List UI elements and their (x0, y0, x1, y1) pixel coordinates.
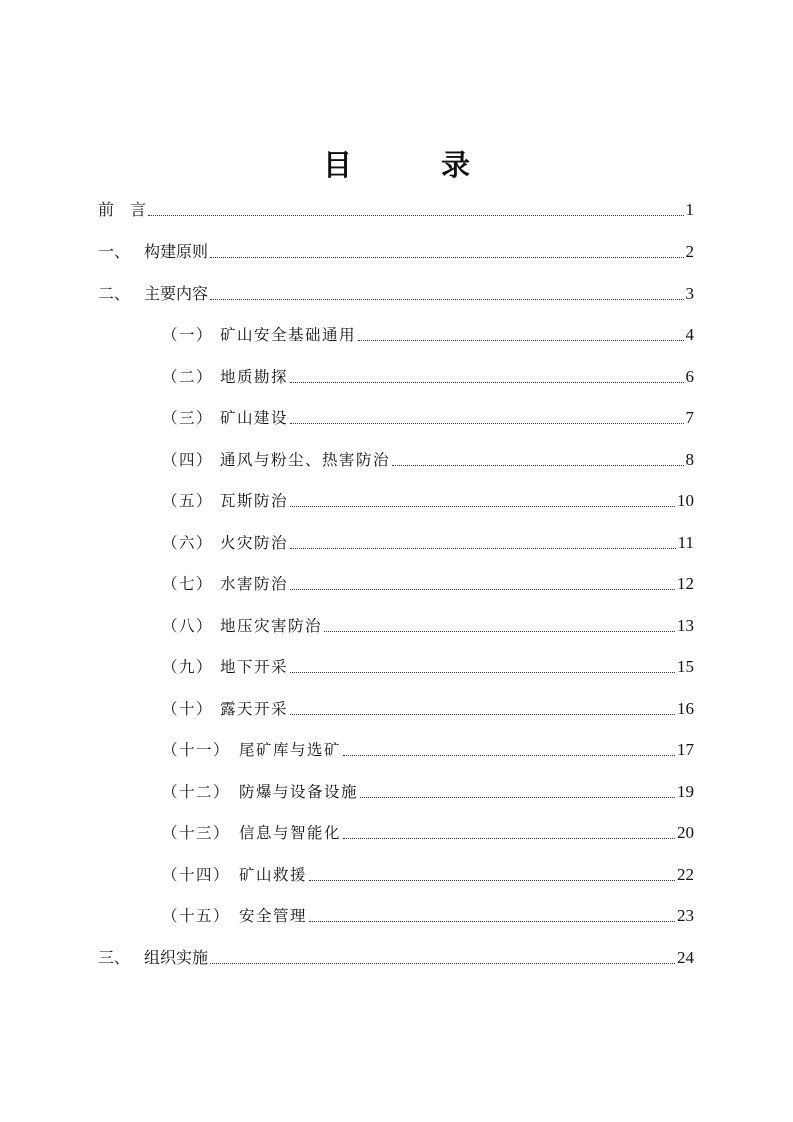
toc-page-number: 6 (685, 367, 694, 386)
toc-leader (358, 340, 683, 341)
toc-page-number: 1 (685, 200, 694, 219)
toc-entry[interactable] (162, 528, 694, 554)
toc-leader (210, 963, 675, 964)
toc-entry-label: 通风与粉尘、热害防治 (220, 451, 391, 469)
toc-page-number: 16 (677, 699, 694, 718)
toc-page-number: 24 (677, 948, 694, 967)
toc-entry[interactable] (162, 445, 694, 471)
toc-page-number: 11 (677, 533, 694, 552)
page-title: 目 录 (322, 148, 500, 182)
toc-entry[interactable] (162, 694, 694, 720)
toc-leader (290, 589, 675, 590)
toc-page-number: 4 (685, 325, 694, 344)
toc-leader (309, 921, 675, 922)
toc-entry-label: 主要内容 (144, 284, 209, 303)
toc-entry-label: 构建原则 (144, 242, 209, 261)
toc-entry-label: 瓦斯防治 (220, 492, 289, 510)
toc-leader (290, 382, 683, 383)
toc-leader (290, 423, 683, 424)
toc-entry-label: 矿山建设 (220, 409, 289, 427)
toc-entry[interactable] (162, 735, 694, 761)
toc-page-number: 23 (677, 906, 694, 925)
toc-page-number: 17 (677, 740, 694, 759)
toc-page-number: 13 (677, 616, 694, 635)
toc-entry-label: 矿山安全基础通用 (220, 326, 357, 344)
toc-entry-number: （五） (162, 492, 214, 510)
toc-entry-number: （十） (162, 700, 214, 718)
toc-entry-number: 前 言 (98, 200, 147, 219)
toc-entry-number: （十五） (162, 907, 231, 925)
toc-entry-label: 组织实施 (144, 948, 209, 967)
toc-entry-label: 防爆与设备设施 (239, 783, 359, 801)
toc-entry-number: （九） (162, 658, 214, 676)
toc-entry[interactable] (162, 860, 694, 886)
toc-entry-number: （十二） (162, 783, 231, 801)
toc-entry-number: （十四） (162, 866, 231, 884)
toc-entry-number: （十一） (162, 741, 231, 759)
toc-entry-number: （四） (162, 451, 214, 469)
toc-entry[interactable] (162, 320, 694, 346)
toc-entry-label: 尾矿库与选矿 (239, 741, 342, 759)
toc-entry-number: （十三） (162, 824, 231, 842)
toc-page-number: 15 (677, 657, 694, 676)
toc-page-number: 7 (685, 408, 694, 427)
toc-entry-number: （八） (162, 617, 214, 635)
toc-entry[interactable] (162, 569, 694, 595)
toc-leader (290, 548, 676, 549)
toc-leader (360, 797, 675, 798)
toc-leader (290, 672, 675, 673)
toc-entry[interactable] (162, 486, 694, 512)
toc-leader (392, 465, 683, 466)
toc-entry-number: （一） (162, 326, 214, 344)
toc-entry[interactable] (162, 611, 694, 637)
toc-page-number: 19 (677, 782, 694, 801)
toc-entry-number: （二） (162, 368, 214, 386)
toc-leader (290, 714, 675, 715)
toc-entry-label: 火灾防治 (220, 534, 289, 552)
toc-entry-label: 露天开采 (220, 700, 289, 718)
toc-entry-number: （七） (162, 575, 214, 593)
toc-entry[interactable] (162, 403, 694, 429)
toc-entry-number: 三、 (98, 948, 131, 967)
toc-entry[interactable] (98, 943, 694, 969)
toc-leader (343, 838, 675, 839)
toc-entry-label: 地压灾害防治 (220, 617, 323, 635)
toc-entry-number: 二、 (98, 284, 131, 303)
toc-entry[interactable] (162, 362, 694, 388)
toc-leader (309, 880, 675, 881)
toc-leader (324, 631, 675, 632)
toc-page-number: 2 (685, 242, 694, 261)
toc-entry-label: 矿山救援 (239, 866, 308, 884)
toc-entry[interactable] (98, 237, 694, 263)
toc-entry-label: 安全管理 (239, 907, 308, 925)
toc-page-number: 3 (685, 284, 694, 303)
toc-page-number: 10 (677, 491, 694, 510)
toc-entry[interactable] (98, 279, 694, 305)
toc-leader (148, 215, 683, 216)
toc-leader (290, 506, 675, 507)
toc-entry-label: 地质勘探 (220, 368, 289, 386)
toc-entry-number: 一、 (98, 242, 131, 261)
toc-entry[interactable] (162, 652, 694, 678)
toc-entry-label: 地下开采 (220, 658, 289, 676)
toc-leader (210, 299, 683, 300)
toc-entry-number: （六） (162, 534, 214, 552)
toc-entry-number: （三） (162, 409, 214, 427)
toc-leader (343, 755, 675, 756)
toc-leader (210, 257, 683, 258)
toc-page-number: 22 (677, 865, 694, 884)
toc-entry[interactable] (162, 777, 694, 803)
toc-page-number: 8 (685, 450, 694, 469)
toc-entry-label: 信息与智能化 (239, 824, 342, 842)
toc-entry[interactable] (162, 901, 694, 927)
toc-page-number: 12 (677, 574, 694, 593)
toc-page-number: 20 (677, 823, 694, 842)
toc-entry[interactable] (98, 195, 694, 221)
toc-entry-label: 水害防治 (220, 575, 289, 593)
toc-entry[interactable] (162, 818, 694, 844)
